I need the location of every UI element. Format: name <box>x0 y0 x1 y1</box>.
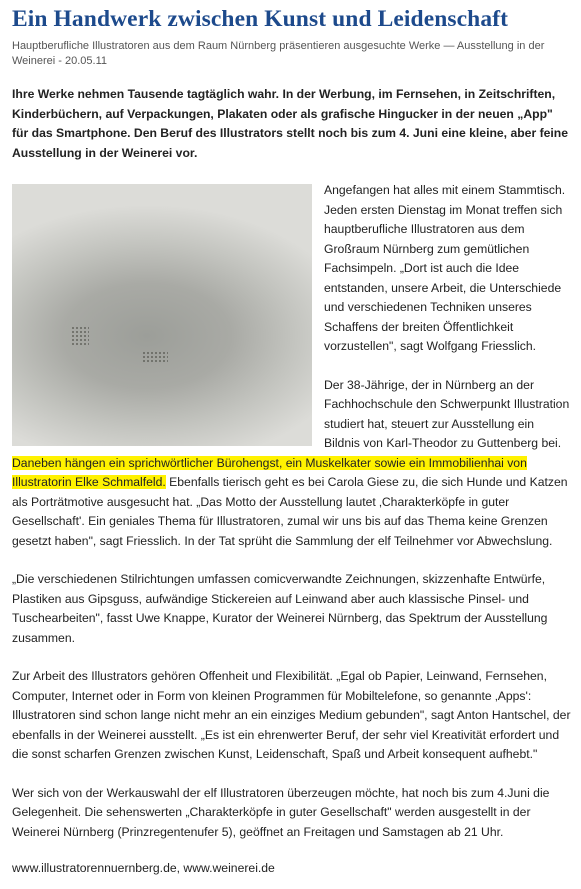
paragraph-5: Wer sich von der Werkauswahl der elf Illustratoren überzeugen möchte, hat noch bis zum 4.Juni die Gelegenheit. Die sehenswerten „Charakterköpfe in guter Gesellschaft" werden ausgestellt in der Weinerei Nürnberg (Prinzregentenufer 5), geöffnet an Freitagen und Samstagen ab 21 Uhr. <box>12 785 550 839</box>
paragraph-2-end: Ebenfalls tierisch geht es bei Carola Giese zu, die sich Hunde und Katzen als Porträtmotive ausgesucht hat. „Das Motto der Ausstellung lautet ‚Charakterköpfe in guter Gesellschaft'. Ein geniales Thema für Illustratoren, zumal wir uns bis auf das Thema keine Grenzen gesetzt haben", sagt Friesslich. In der Tat sprüht die Sammlung der elf Teilnehmer vor Abwechslung. <box>12 475 568 548</box>
article-image <box>12 184 312 446</box>
article-headline: Ein Handwerk zwischen Kunst und Leidenschaft <box>12 6 509 32</box>
article-body <box>12 181 572 879</box>
article <box>12 6 572 879</box>
related-links[interactable]: www.illustratorennuernberg.de, www.weinerei.de <box>12 861 275 876</box>
image-detail <box>142 351 168 363</box>
paragraph-1: Angefangen hat alles mit einem Stammtisch. Jeden ersten Dienstag im Monat treffen sich hauptberufliche Illustratoren aus dem Großraum Nürnberg zum gemütlichen Fachsimpeln. „Dort ist auch die Idee entstanden, unsere Arbeit, die Unterschiede und verschiedenen Techniken unseres Schaffens der breiten Öffentlichkeit vorzustellen", sagt Wolfgang Friesslich. <box>324 183 566 354</box>
article-subhead: Hauptberufliche Illustratoren aus dem Raum Nürnberg präsentieren ausgesuchte Werke — Ausstellung in der Weinerei - 20.05.11 <box>12 40 545 67</box>
article-lead: Ihre Werke nehmen Tausende tagtäglich wahr. In der Werbung, im Fernsehen, in Zeitschriften, Kinderbüchern, auf Verpackungen, Plakaten oder als grafische Hingucker in der neuen „App" für das Smartphone. Den Beruf des Illustrators stellt noch bis zum 4. Juni eine kleine, aber feine Ausstellung in der Weinerei vor. <box>12 87 569 160</box>
paragraph-2-start: Der 38-Jährige, der in Nürnberg an der Fachhochschule den Schwerpunkt Illustration studiert hat, steuert zur Ausstellung ein Bildnis von Karl-Theodor zu Guttenberg bei. <box>324 377 570 451</box>
paragraph-4: Zur Arbeit des Illustrators gehören Offenheit und Flexibilität. „Egal ob Papier, Leinwand, Fernsehen, Computer, Internet oder in Form von kleinen Programmen für Mobiltelefone, so genannte ‚Apps': Illustratoren sind schon lange nicht mehr an ein einziges Medium gebunden", sagt Anton Hantschel, der ebenfalls in der Weinerei ausstellt. „Es ist ein ehrenwerter Beruf, der sehr viel Kreativität erfordert und die sonst scharfen Grenzen zwischen Kunst, Leidenschaft, Spaß und Arbeit konsequent aufhebt." <box>12 669 571 762</box>
image-detail <box>71 326 89 346</box>
paragraph-3: „Die verschiedenen Stilrichtungen umfassen comicverwandte Zeichnungen, skizzenhafte Entwürfe, Plastiken aus Gipsguss, aufwändige Stickereien auf Leinwand aber auch klassische Pinsel- und Tuschearbeiten", fasst Uwe Knappe, Kurator der Weinerei Nürnberg, das Spektrum der Ausstellung zusammen. <box>12 572 548 645</box>
highlighted-text: Daneben hängen ein sprichwörtlicher Bürohengst, ein Muskelkater sowie ein Immobilienhai von Illustratorin Elke Schmalfeld. <box>12 455 527 490</box>
